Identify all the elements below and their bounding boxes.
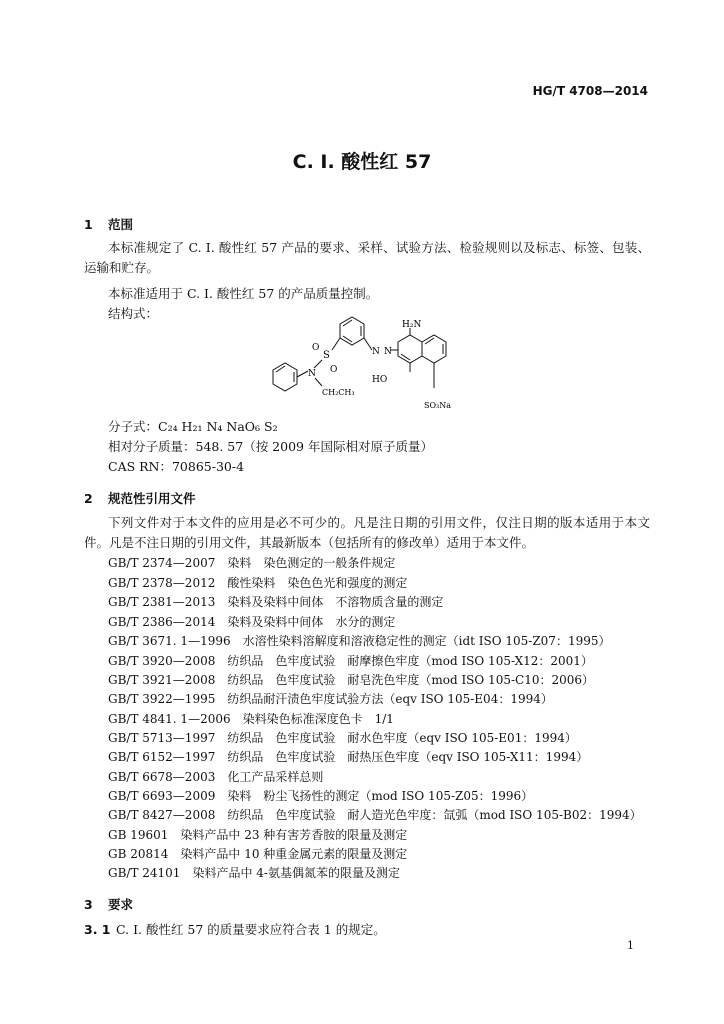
reference-item: GB/T 2374—2007 染料 染色测定的一般条件规定 xyxy=(108,556,396,570)
benzene-ring-top xyxy=(340,317,364,345)
amino-label: H₂N xyxy=(402,320,422,330)
section-3-heading xyxy=(84,895,133,913)
sulfur-label: S xyxy=(323,350,330,361)
clause-3-1 xyxy=(84,920,386,938)
hydroxy-label: HO xyxy=(372,375,388,385)
naphthalene-ring-right xyxy=(422,335,446,363)
section-2-number: 2 xyxy=(84,491,93,506)
reference-item: GB/T 5713—1997 纺织品 色牢度试验 耐水色牢度（eqv ISO 105-E01：1994） xyxy=(108,731,577,745)
amide-n-label: N xyxy=(308,369,316,379)
clause-3-1-text: C. I. 酸性红 57 的质量要求应符合表 1 的规定。 xyxy=(116,922,386,937)
reference-item: GB 19601 染料产品中 23 种有害芳香胺的限量及测定 xyxy=(108,828,408,842)
section-3-number: 3 xyxy=(84,897,93,912)
azo-n1-label: N xyxy=(372,347,380,357)
reference-item: GB/T 3671. 1—1996 水溶性染料溶解度和溶液稳定性的测定（idt ISO 105-Z07：1995） xyxy=(108,634,611,648)
reference-item: GB/T 2378—2012 酸性染料 染色色光和强度的测定 xyxy=(108,576,408,590)
references-intro: 下列文件对于本文件的应用是必不可少的。凡是注日期的引用文件，仅注日期的版本适用于本文件。凡是不注日期的引用文件，其最新版本（包括所有的修改单）适用于本文件。 xyxy=(84,515,650,550)
oxygen-2-label: O xyxy=(330,365,338,375)
reference-item: GB/T 2386—2014 染料及染料中间体 水分的测定 xyxy=(108,615,396,629)
reference-item: GB/T 6152—1997 纺织品 色牢度试验 耐热压色牢度（eqv ISO 105-X11：1994） xyxy=(108,750,589,764)
molecular-formula: 分子式：C₂₄ H₂₁ N₄ NaO₆ S₂ xyxy=(108,419,278,434)
reference-item: GB/T 8427—2008 纺织品 色牢度试验 耐人造光色牢度：氙弧（mod ISO 105-B02：1994） xyxy=(108,808,642,822)
reference-item: GB/T 3921—2008 纺织品 色牢度试验 耐皂洗色牢度（mod ISO 105-C10：2006） xyxy=(108,673,595,687)
standard-code: HG/T 4708—2014 xyxy=(532,84,648,98)
reference-item: GB/T 3922—1995 纺织品耐汗渍色牢度试验方法（eqv ISO 105-E04：1994） xyxy=(108,692,553,706)
reference-item: GB/T 24101 染料产品中 4-氨基偶氮苯的限量及测定 xyxy=(108,866,400,880)
section-3-title: 要求 xyxy=(108,897,134,912)
section-2-heading xyxy=(84,489,196,507)
reference-item: GB 20814 染料产品中 10 种重金属元素的限量及测定 xyxy=(108,847,408,861)
naphthalene-ring-left xyxy=(398,335,422,363)
azo-n2-label: N xyxy=(384,347,392,357)
reference-item: GB/T 6678—2003 化工产品采样总则 xyxy=(108,770,324,784)
phenyl-ring xyxy=(273,363,297,391)
scope-paragraph-2: 本标准适用于 C. I. 酸性红 57 的产品质量控制。 xyxy=(108,286,379,301)
oxygen-1-label: O xyxy=(312,343,320,353)
molecular-mass: 相对分子质量：548. 57（按 2009 年国际相对原子质量） xyxy=(108,439,433,454)
reference-item: GB/T 3920—2008 纺织品 色牢度试验 耐摩擦色牢度（mod ISO 105-X12：2001） xyxy=(108,654,593,668)
clause-3-1-number: 3. 1 xyxy=(84,922,111,937)
reference-item: GB/T 4841. 1—2006 染料染色标准深度色卡 1/1 xyxy=(108,712,394,726)
reference-item: GB/T 2381—2013 染料及染料中间体 不溶物质含量的测定 xyxy=(108,595,444,609)
scope-paragraph-1: 本标准规定了 C. I. 酸性红 57 产品的要求、采样、试验方法、检验规则以及标志、标签、包装、运输和贮存。 xyxy=(84,240,650,275)
sulfonate-label: SO₃Na xyxy=(424,401,452,410)
structural-formula xyxy=(270,316,470,416)
ethyl-label: CH₂CH₃ xyxy=(322,388,355,397)
document-title: C. I. 酸性红 57 xyxy=(292,151,432,173)
cas-number: CAS RN：70865-30-4 xyxy=(108,459,245,474)
page-number: 1 xyxy=(627,939,634,952)
structure-label: 结构式： xyxy=(108,306,159,321)
section-1-number: 1 xyxy=(84,217,93,232)
reference-item: GB/T 6693—2009 染料 粉尘飞扬性的测定（mod ISO 105-Z05：1996） xyxy=(108,789,534,803)
section-1-title: 范围 xyxy=(108,217,134,232)
section-1-heading xyxy=(84,215,133,233)
section-2-title: 规范性引用文件 xyxy=(108,491,196,506)
